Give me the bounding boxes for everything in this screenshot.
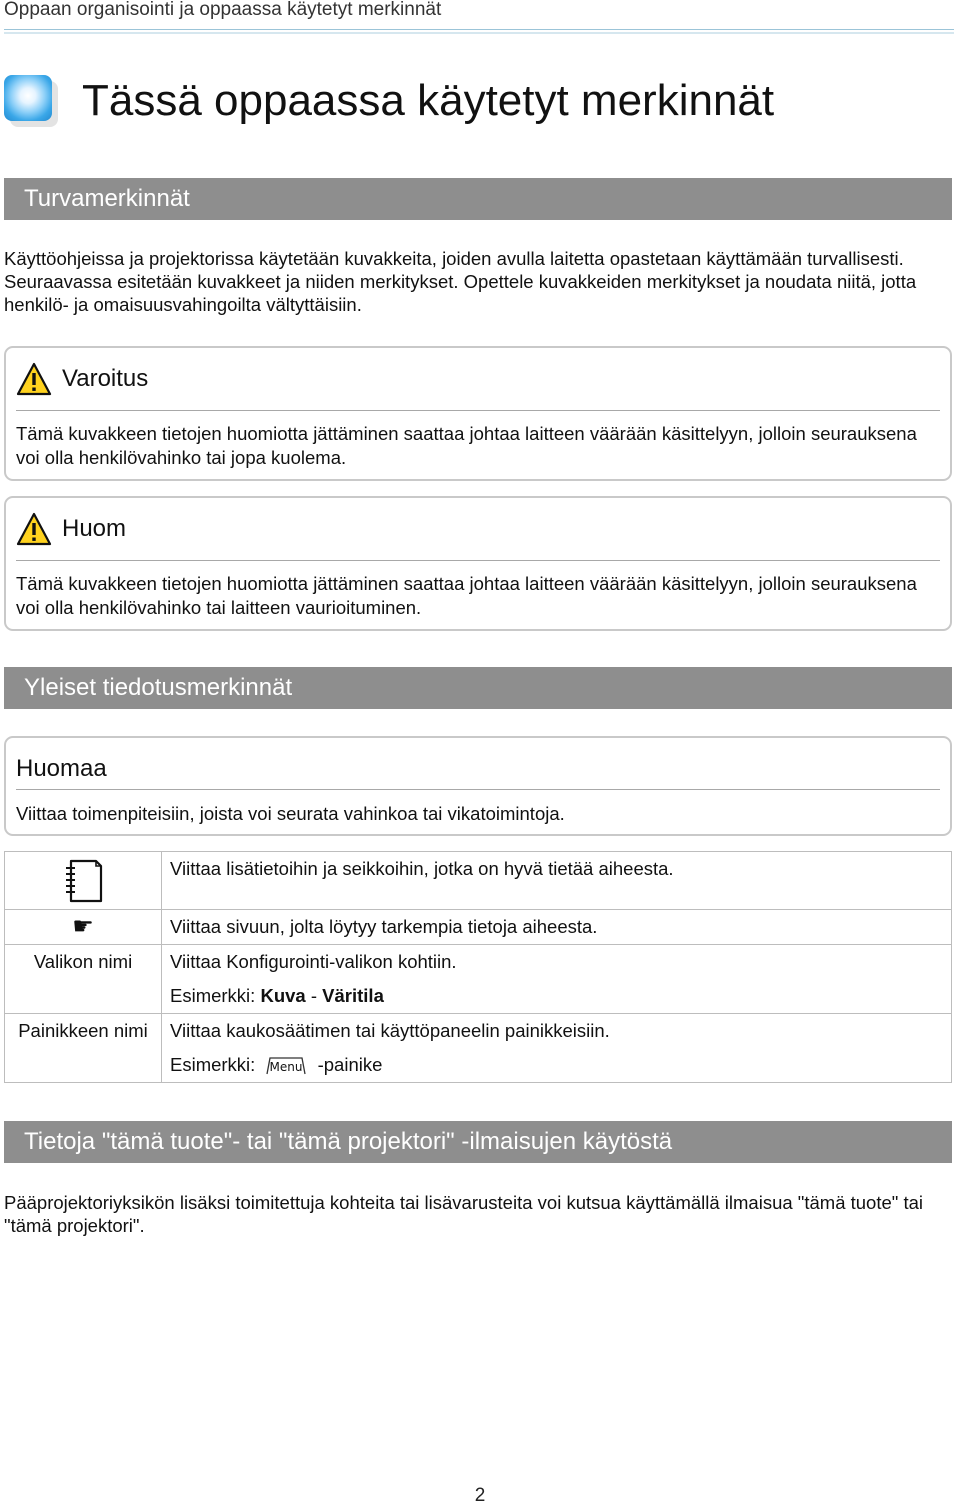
caution-header xyxy=(16,512,126,546)
description-cell: Viittaa lisätietoihin ja seikkoihin, jotka on hyvä tietää aiheesta. xyxy=(162,852,952,910)
warning-divider xyxy=(16,410,940,411)
description-cell: Viittaa kaukosäätimen tai käyttöpaneelin painikkeisiin. Esimerkki: Menu -painike xyxy=(162,1014,952,1083)
warning-title: Varoitus xyxy=(62,365,149,392)
table-row xyxy=(5,945,952,1014)
caution-divider xyxy=(16,560,940,561)
caution-box xyxy=(4,496,952,631)
blue-square-icon xyxy=(4,75,56,125)
warning-text: Tämä kuvakkeen tietojen huomiotta jättäminen saattaa johtaa laitteen väärään käsittelyyn, jolloin seurauksena voi olla henkilövahinko tai jopa kuolema. xyxy=(16,423,917,468)
safety-intro-line-2: Seuraavassa esitetään kuvakkeet ja niiden merkitykset. Opettele kuvakkeiden merkitykset ja noudata niitä, jotta henkilö- ja omaisuusvahingoilta vältyttäisiin. xyxy=(4,271,917,315)
pointing-hand-icon: ☛ xyxy=(72,913,94,940)
menu-key-icon xyxy=(264,1056,308,1076)
symbol-cell xyxy=(5,910,162,945)
attention-divider xyxy=(16,789,940,790)
product-text: Pääprojektoriyksikön lisäksi toimitettuja kohteita tai lisävarusteita voi kutsua käyttämällä ilmaisua "tämä tuote" tai "tämä projektori". xyxy=(4,1192,924,1236)
attention-box xyxy=(4,736,952,836)
warning-triangle-icon xyxy=(16,512,52,546)
table-row xyxy=(5,910,952,945)
running-header: Oppaan organisointi ja oppaassa käytetyt merkinnät xyxy=(4,0,442,20)
page-number: 2 xyxy=(474,1485,486,1506)
attention-title: Huomaa xyxy=(16,755,107,782)
example-button: Esimerkki: Menu -painike xyxy=(170,1054,383,1075)
notebook-icon xyxy=(61,858,105,904)
label-cell: Painikkeen nimi xyxy=(5,1014,162,1083)
safety-intro-line-1: Käyttöohjeissa ja projektorissa käytetään kuvakkeita, joiden avulla laitetta opastetaan käyttämään turvallisesti. xyxy=(4,248,904,269)
warning-header xyxy=(16,362,148,396)
section-heading-product: Tietoja "tämä tuote"- tai "tämä projektori" -ilmaisujen käytöstä xyxy=(4,1121,952,1163)
caution-text: Tämä kuvakkeen tietojen huomiotta jättäminen saattaa johtaa laitteen väärään käsittelyyn, jolloin seurauksena voi olla henkilövahinko tai laitteen vaurioituminen. xyxy=(16,573,917,618)
section-heading-general: Yleiset tiedotusmerkinnät xyxy=(4,667,952,709)
attention-text: Viittaa toimenpiteisiin, joista voi seurata vahinkoa tai vikatoimintoja. xyxy=(16,803,565,824)
header-rule xyxy=(4,29,954,33)
caution-title: Huom xyxy=(62,515,127,542)
table-row xyxy=(5,1014,952,1083)
safety-intro xyxy=(4,247,952,316)
description-cell: Viittaa sivuun, jolta löytyy tarkempia tietoja aiheesta. xyxy=(162,910,952,945)
symbol-cell xyxy=(5,852,162,910)
warning-box xyxy=(4,346,952,481)
label-cell: Valikon nimi xyxy=(5,945,162,1014)
warning-triangle-icon xyxy=(16,362,52,396)
example-menu: Esimerkki: Kuva - Väritila xyxy=(170,985,384,1006)
section-heading-safety: Turvamerkinnät xyxy=(4,178,952,220)
table-row xyxy=(5,852,952,910)
description-cell: Viittaa Konfigurointi-valikon kohtiin. Esimerkki: Kuva - Väritila xyxy=(162,945,952,1014)
symbol-table xyxy=(4,851,952,1083)
menu-key-label: Menu xyxy=(269,1060,303,1075)
page-title: Tässä oppaassa käytetyt merkinnät xyxy=(82,76,775,125)
